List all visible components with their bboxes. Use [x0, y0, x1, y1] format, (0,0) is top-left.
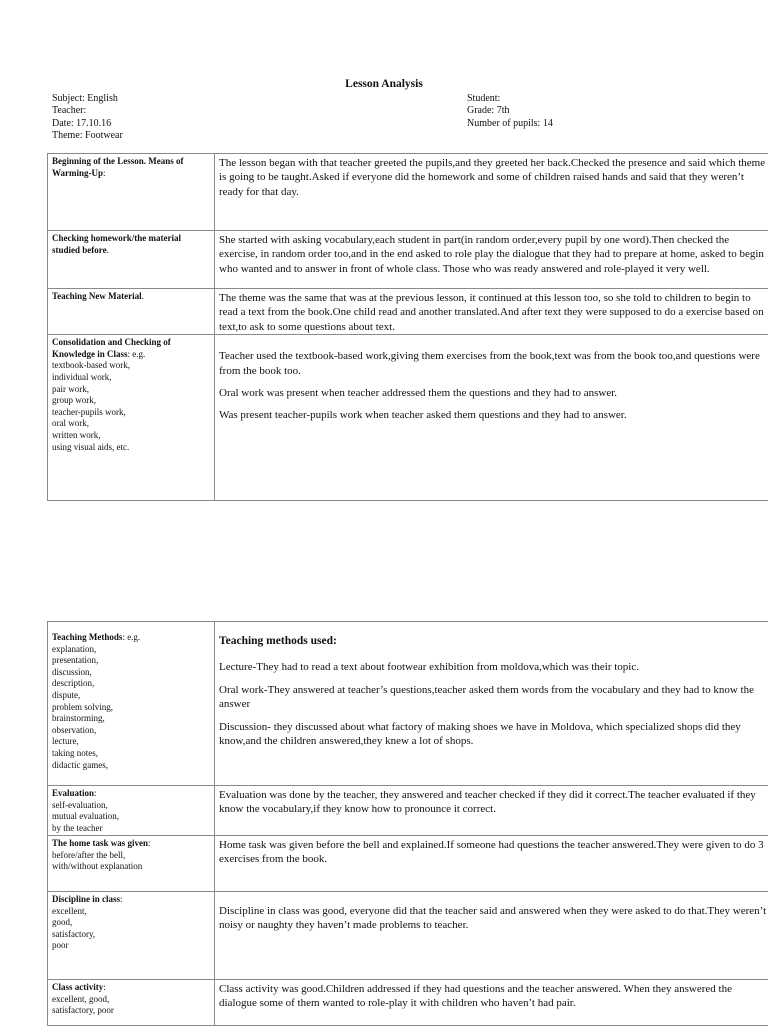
table-row [48, 980, 768, 1026]
row-label: Teaching Methods: e.g. explanation, presentation, discussion, description, dispute, problem solving, brainstorming, observation, lecture, taking notes, didactic games, [48, 622, 215, 786]
table-row [48, 335, 768, 501]
table-row [48, 231, 768, 289]
option-item: dispute, [52, 690, 210, 702]
option-item: pair work, [52, 384, 210, 396]
label-title: Beginning of the Lesson. Means of Warming-Up [52, 156, 184, 178]
option-item: poor [52, 940, 210, 952]
meta-pupils: Number of pupils: 14 [467, 118, 553, 130]
row-label: Consolidation and Checking of Knowledge in Class: e.g. textbook-based work, individual work, pair work, group work, teacher-pupils work, oral work, written work, using visual aids, etc. [48, 335, 215, 501]
option-item: taking notes, [52, 748, 210, 760]
paragraph: Oral work-They answered at teacher’s questions,teacher asked them words from the vocabulary and they had to know the answer [219, 683, 768, 712]
option-item: by the teacher [52, 823, 210, 835]
paragraph: Home task was given before the bell and explained.If someone had questions the teacher answered.They were given to do 3 exercises from the book. [219, 838, 768, 867]
row-text [215, 335, 768, 501]
section-heading: Teaching methods used: [219, 634, 768, 648]
label-title: Checking homework/the material studied before [52, 233, 181, 255]
option-item: explanation, [52, 644, 210, 656]
row-text [215, 231, 768, 289]
row-text [215, 289, 768, 335]
label-title: Teaching New Material [52, 291, 142, 301]
paragraph: The theme was the same that was at the previous lesson, it continued at this lesson too, so she told to children to begin to read a text from the book.One child read and another translated.And after text they were supposed to do a exercise based on text,to ask to some questions about text. [219, 291, 768, 334]
option-item: excellent, good, [52, 994, 210, 1006]
paragraph: Lecture-They had to read a text about footwear exhibition from moldova,which was their topic. [219, 660, 768, 674]
row-label: Discipline in class: excellent, good, satisfactory, poor [48, 892, 215, 980]
option-item: individual work, [52, 372, 210, 384]
option-item: problem solving, [52, 702, 210, 714]
label-title: Discipline in class [52, 894, 120, 904]
label-title: Teaching Methods [52, 632, 122, 642]
option-item: discussion, [52, 667, 210, 679]
paragraph: Oral work was present when teacher addressed them the questions and they had to answer. [219, 386, 768, 400]
table-row [48, 892, 768, 980]
paragraph: She started with asking vocabulary,each student in part(in random order,every pupil by one word).Then checked the exercise, in random order too,and in the end asked to role play the dialogue that they had to prepare at home, asked to begin who wanted and to answer in front of whole class. Those who was ready answered and role-played it very well. [219, 233, 768, 276]
option-item: observation, [52, 725, 210, 737]
paragraph: Class activity was good.Children addressed if they had questions and the teacher answered. When they answered the dialogue some of them wanted to role-play it with children who haven’t had pair. [219, 982, 768, 1011]
option-item: oral work, [52, 418, 210, 430]
row-text [215, 154, 768, 231]
option-item: good, [52, 917, 210, 929]
option-item: mutual evaluation, [52, 811, 210, 823]
paragraph: Discussion- they discussed about what factory of making shoes we have in Moldova, which specialized shops did they know,and the children answered,they knew a lot of shops. [219, 720, 768, 749]
option-item: written work, [52, 430, 210, 442]
option-item: satisfactory, [52, 929, 210, 941]
paragraph: Discipline in class was good, everyone did that the teacher said and answered when they were asked to do that.They weren’t noisy or naughty they haven’t made problems to teacher. [219, 904, 768, 933]
lesson-table-2 [47, 621, 768, 1026]
row-text [215, 622, 768, 786]
option-item: teacher-pupils work, [52, 407, 210, 419]
paragraph: The lesson began with that teacher greeted the pupils,and they greeted her back.Checked the presence and said which theme is going to be taught.Asked if everyone did the homework and some of children raised hands and said that they weren’t ready for that day. [219, 156, 768, 199]
row-text [215, 892, 768, 980]
row-text [215, 836, 768, 892]
meta-grade: Grade: 7th [467, 105, 553, 117]
option-item: with/without explanation [52, 861, 210, 873]
option-item: lecture, [52, 736, 210, 748]
paragraph: Was present teacher-pupils work when teacher asked them questions and they had to answer. [219, 408, 768, 422]
meta-student: Student: [467, 93, 553, 105]
lesson-table-1 [47, 153, 768, 501]
paragraph: Evaluation was done by the teacher, they answered and teacher checked if they did it correct.The teacher evaluated if they know the vocabulary,if they know how to pronounce it correct. [219, 788, 768, 817]
table-row [48, 836, 768, 892]
option-item: didactic games, [52, 760, 210, 772]
label-title: Class activity [52, 982, 103, 992]
label-title: Consolidation and Checking of Knowledge in Class [52, 337, 171, 359]
table-row [48, 786, 768, 836]
row-label: Beginning of the Lesson. Means of Warming-Up: [48, 154, 215, 231]
label-title: The home task was given [52, 838, 148, 848]
meta-right [467, 93, 553, 130]
option-item: excellent, [52, 906, 210, 918]
paragraph: Teacher used the textbook-based work,giving them exercises from the book,text was from the book too,and questions were from the book too. [219, 349, 768, 378]
option-item: using visual aids, etc. [52, 442, 210, 454]
option-item: before/after the bell, [52, 850, 210, 862]
row-text [215, 786, 768, 836]
option-item: group work, [52, 395, 210, 407]
page-title: Lesson Analysis [0, 78, 768, 90]
row-text [215, 980, 768, 1026]
meta-teacher: Teacher: [52, 105, 123, 117]
label-title: Evaluation [52, 788, 94, 798]
option-item: description, [52, 678, 210, 690]
option-item: satisfactory, poor [52, 1005, 210, 1017]
row-label: Teaching New Material. [48, 289, 215, 335]
table-row [48, 622, 768, 786]
row-label: Evaluation: self-evaluation, mutual evaluation, by the teacher [48, 786, 215, 836]
row-label: Checking homework/the material studied before. [48, 231, 215, 289]
table-row [48, 289, 768, 335]
option-item: presentation, [52, 655, 210, 667]
option-item: textbook-based work, [52, 360, 210, 372]
option-item: brainstorming, [52, 713, 210, 725]
meta-left [52, 93, 123, 143]
row-label: The home task was given: before/after the bell, with/without explanation [48, 836, 215, 892]
meta-theme: Theme: Footwear [52, 130, 123, 142]
meta-subject: Subject: English [52, 93, 123, 105]
meta-date: Date: 17.10.16 [52, 118, 123, 130]
row-label: Class activity: excellent, good, satisfactory, poor [48, 980, 215, 1026]
option-item: self-evaluation, [52, 800, 210, 812]
table-row [48, 154, 768, 231]
